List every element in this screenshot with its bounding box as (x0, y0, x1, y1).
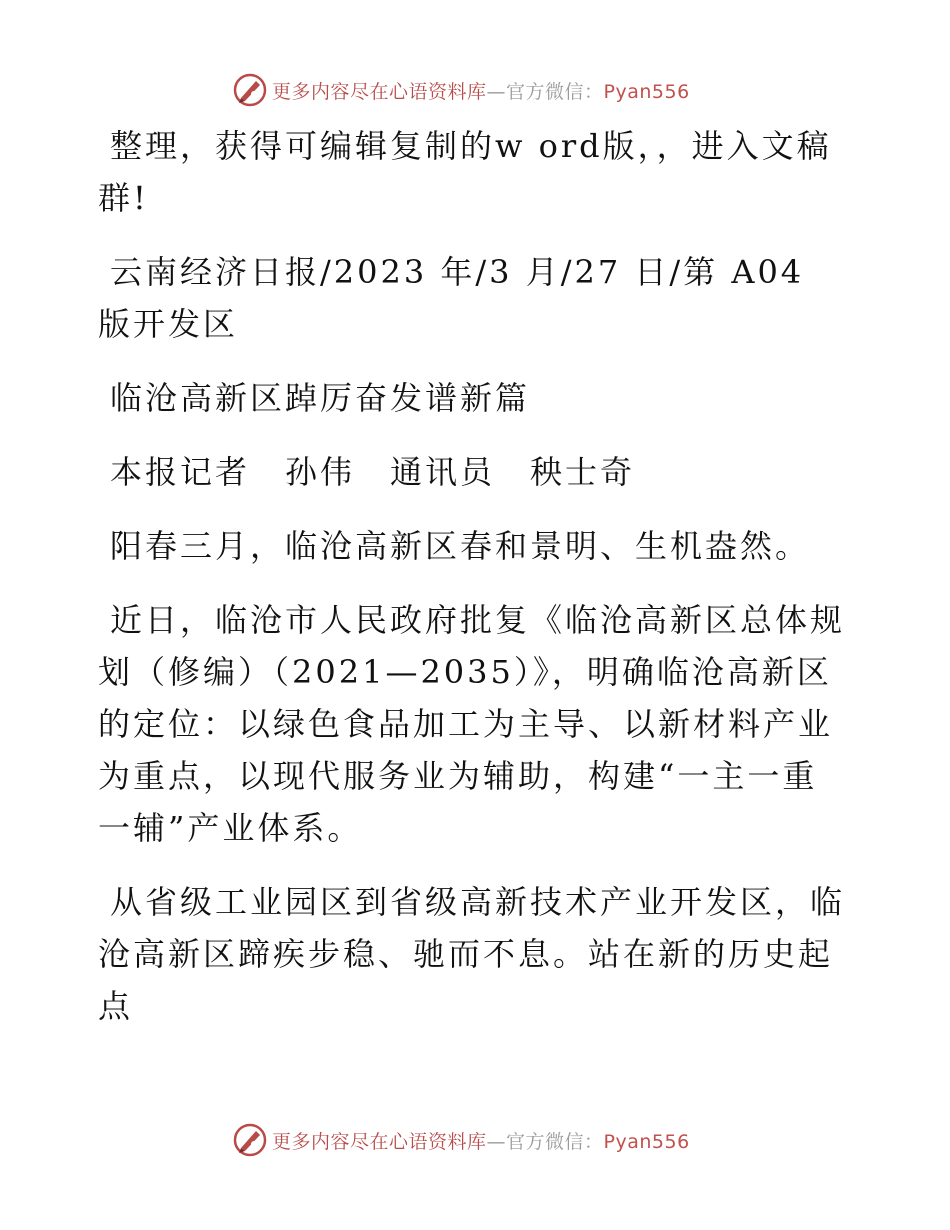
watermark-slogan: 更多内容尽在心语资料库 (272, 80, 487, 103)
footer-watermark (232, 1120, 690, 1160)
article-byline: 本报记者 孙伟 通讯员 秧士奇 (110, 453, 636, 491)
watermark-separator: — (486, 80, 507, 103)
paragraph-intro: 整理，获得可编辑复制的w ord版，，进入文稿群! (98, 127, 832, 217)
watermark-text (272, 77, 690, 104)
paragraph-source: 云南经济日报/2023 年/3 月/27 日/第 A04 版开发区 (98, 253, 805, 343)
watermark-text (272, 1127, 690, 1154)
watermark-wechat-label: 官方微信： (506, 80, 604, 103)
watermark-wechat-id: Pyan556 (603, 1130, 690, 1153)
article-title: 临沧高新区踔厉奋发谱新篇 (110, 379, 531, 417)
paragraph-body: 从省级工业园区到省级高新技术产业开发区，临沧高新区蹄疾步稳、驰而不息。站在新的历史起点 (98, 883, 846, 1025)
watermark-slogan: 更多内容尽在心语资料库 (272, 1130, 487, 1153)
pen-heart-logo-icon (232, 1122, 268, 1158)
document-body (98, 120, 850, 1054)
header-watermark (232, 70, 690, 110)
watermark-separator: — (486, 1130, 507, 1153)
paragraph-body: 近日，临沧市人民政府批复《临沧高新区总体规划（修编）（2021—2035）》，明确临沧高新区的定位：以绿色食品加工为主导、以新材料产业为重点，以现代服务业为辅助，构建“一主一重一辅”产业体系。 (98, 601, 846, 847)
watermark-wechat-id: Pyan556 (603, 80, 690, 103)
pen-heart-logo-icon (232, 72, 268, 108)
watermark-wechat-label: 官方微信： (506, 1130, 604, 1153)
paragraph-body: 阳春三月，临沧高新区春和景明、生机盎然。 (110, 527, 811, 565)
